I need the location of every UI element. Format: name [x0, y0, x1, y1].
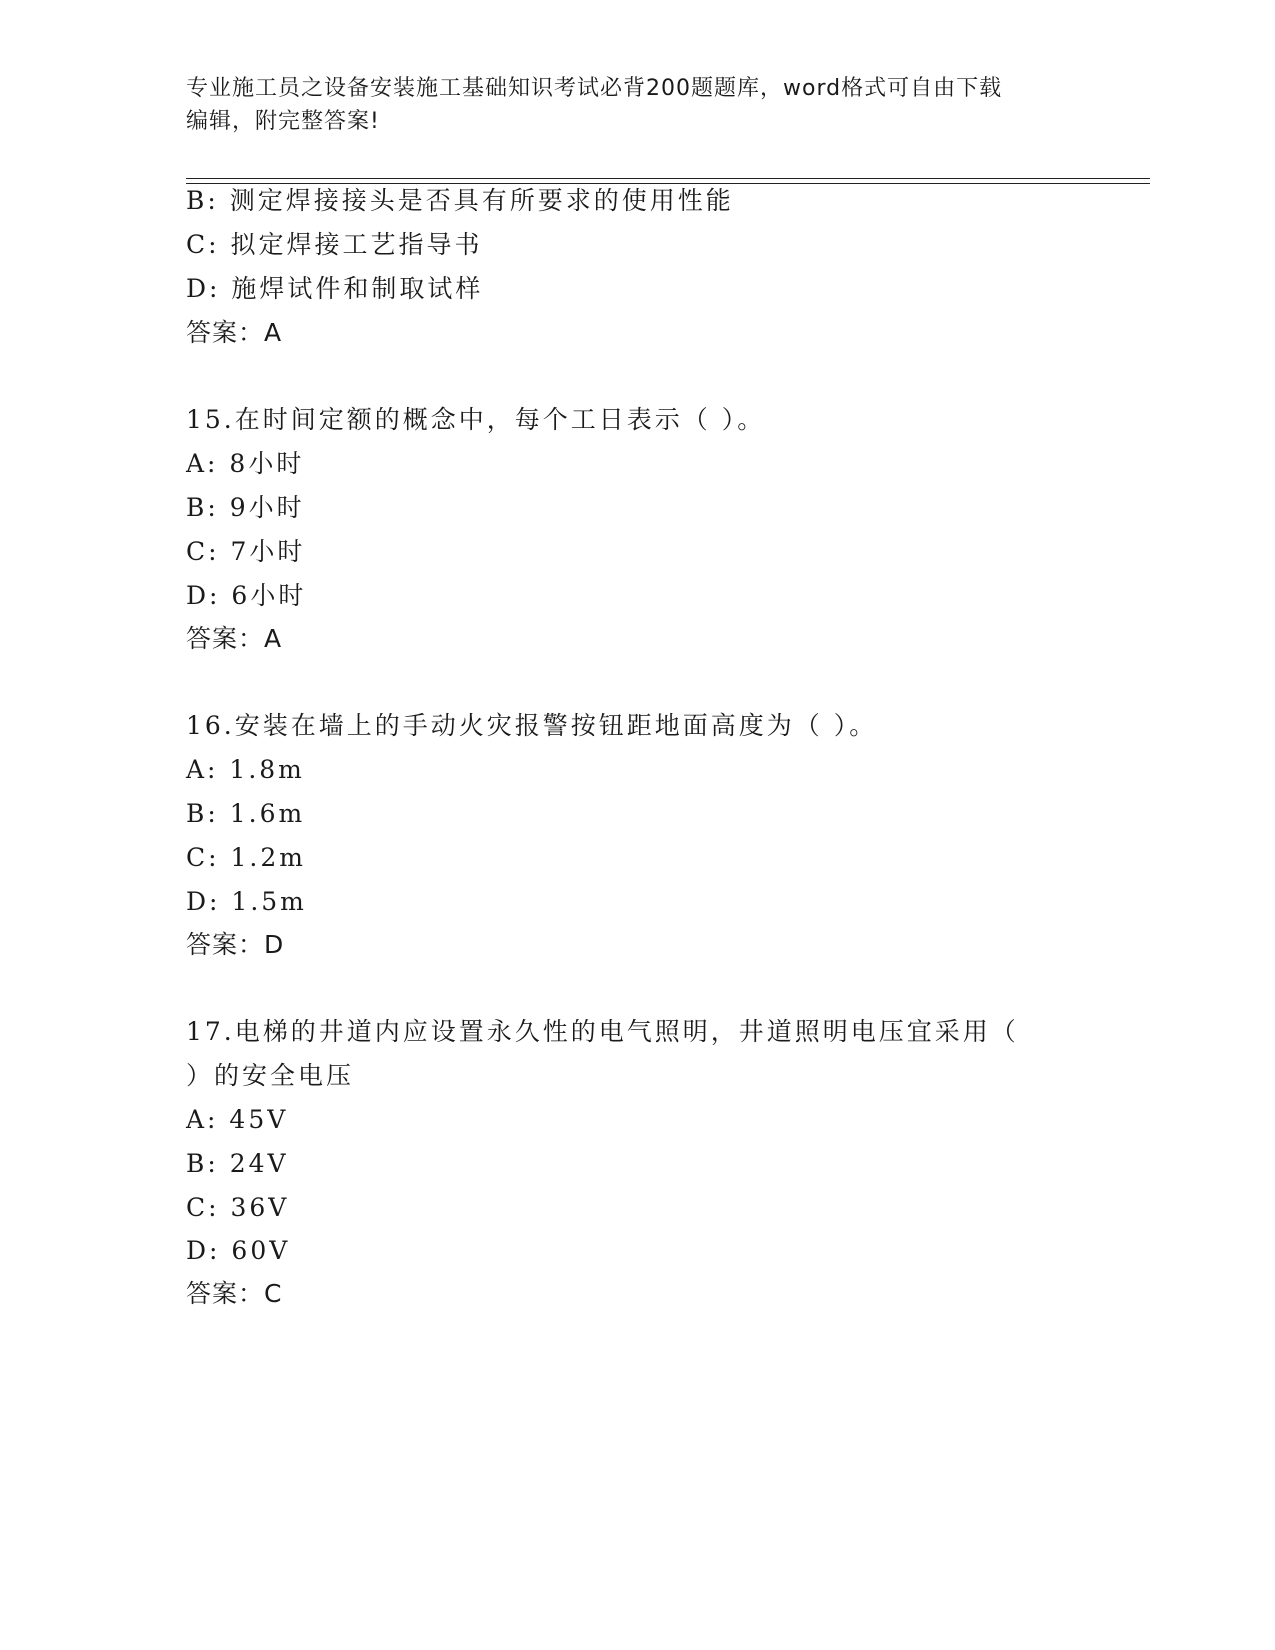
- q15-option-a: A: 8小时: [186, 449, 305, 478]
- q16-option-b: B: 1.6m: [186, 799, 306, 828]
- q15-stem: 15.在时间定额的概念中，每个工日表示（ ）。: [186, 405, 766, 434]
- q15-option-b: B: 9小时: [186, 493, 305, 522]
- q17-stem-line-1: 17.电梯的井道内应设置永久性的电气照明，井道照明电压宜采用（: [186, 1017, 1019, 1046]
- q14-option-b: B: 测定焊接接头是否具有所要求的使用性能: [186, 186, 734, 215]
- q17-stem-line-2: ）的安全电压: [186, 1061, 355, 1090]
- q16-answer: 答案：D: [186, 930, 285, 959]
- q16-option-c: C: 1.2m: [186, 843, 306, 872]
- q17-option-a: A: 45V: [186, 1105, 289, 1134]
- q15-option-d: D: 6小时: [186, 581, 307, 610]
- header-divider-top: [186, 178, 1150, 179]
- q16-option-a: A: 1.8m: [186, 755, 305, 784]
- q15-option-c: C: 7小时: [186, 537, 306, 566]
- q16-stem: 16.安装在墙上的手动火灾报警按钮距地面高度为（ ）。: [186, 711, 878, 740]
- header-divider-bottom: [186, 183, 1150, 184]
- q14-answer: 答案：A: [186, 318, 283, 347]
- header-title-line-2: 编辑，附完整答案!: [186, 109, 380, 134]
- header-title-line-1: 专业施工员之设备安装施工基础知识考试必背200题题库，word格式可自由下载: [186, 76, 1003, 101]
- q17-answer: 答案：C: [186, 1279, 283, 1308]
- q14-option-c: C: 拟定焊接工艺指导书: [186, 230, 483, 259]
- q17-option-b: B: 24V: [186, 1149, 289, 1178]
- q16-option-d: D: 1.5m: [186, 887, 307, 916]
- q15-answer: 答案：A: [186, 624, 283, 653]
- document-header: [186, 72, 1066, 138]
- q17-option-c: C: 36V: [186, 1193, 290, 1222]
- q17-option-d: D: 60V: [186, 1236, 291, 1265]
- q14-option-d: D: 施焊试件和制取试样: [186, 274, 484, 303]
